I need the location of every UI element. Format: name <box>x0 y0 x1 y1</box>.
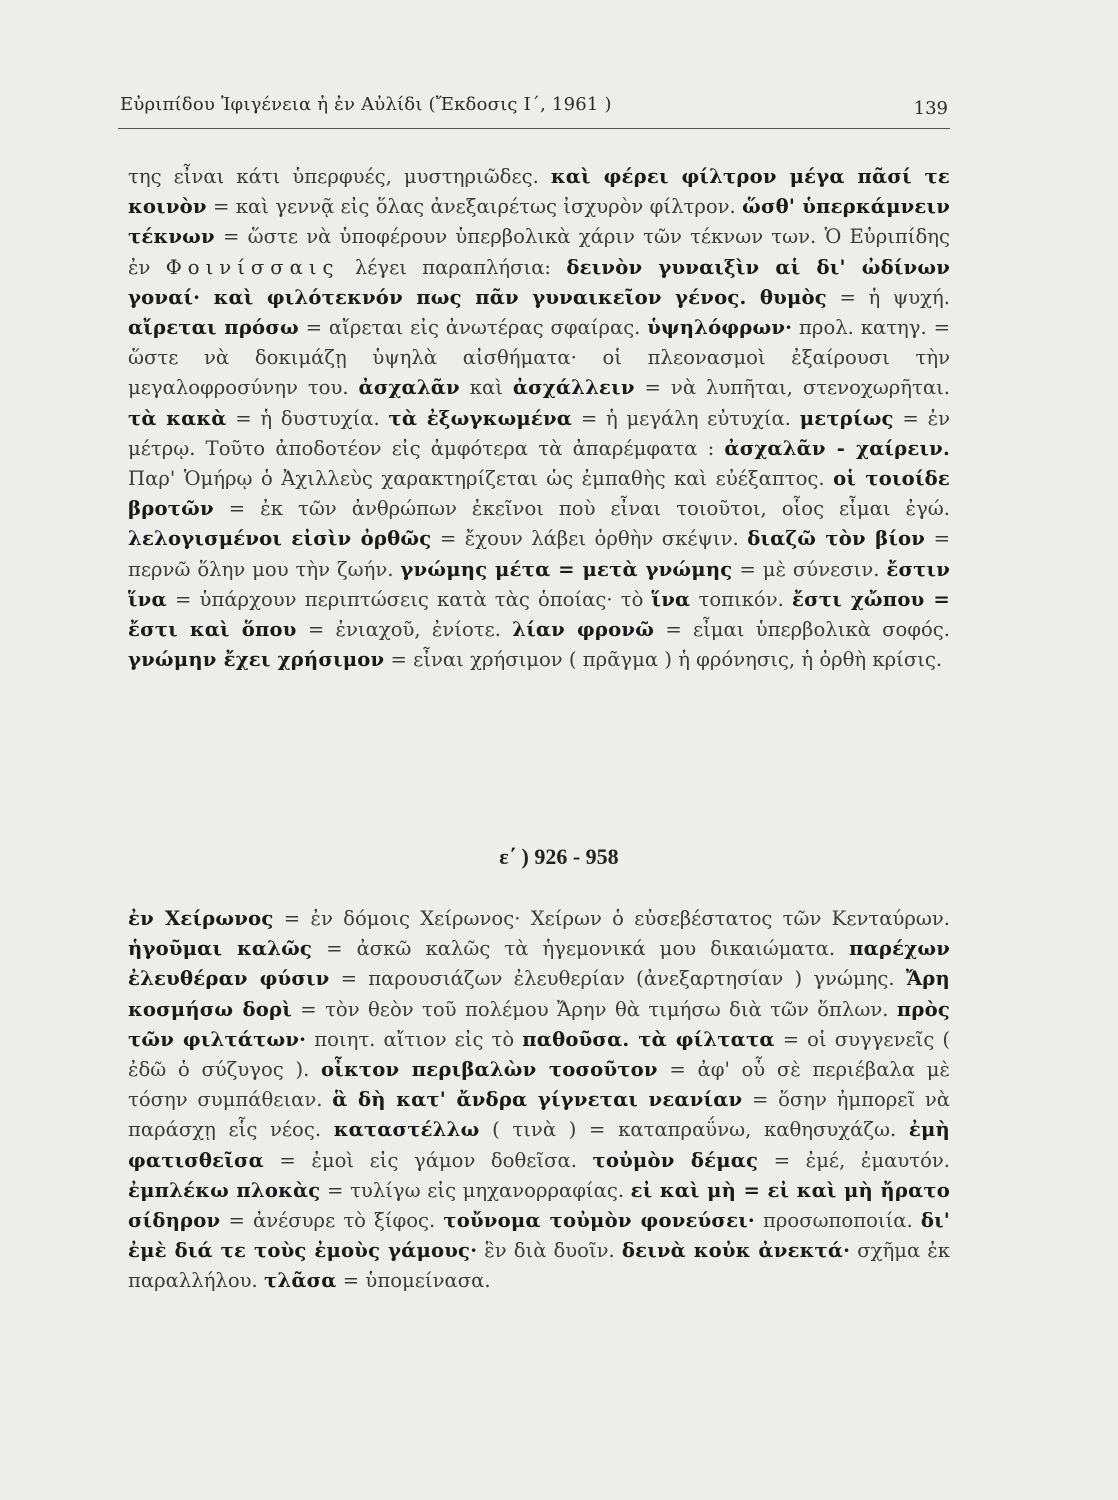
gloss-text: = μὲ σύνεσιν. <box>732 557 887 581</box>
lemma: δεινὰ κοὐκ ἀνεκτά· <box>621 1239 851 1263</box>
lemma: ὑψηλόφρων· <box>647 316 793 340</box>
gloss-text: = ὑπάρχουν περιπτώσεις κατὰ τὰς ὁποίας· τὸ <box>166 587 652 611</box>
gloss-text: = ὥστε νὰ ὑποφέρουν ὑπερβολικὰ χάριν τῶν τέκνων των. Ὁ Εὐριπίδης ἐν <box>128 225 950 279</box>
gloss-text: = ὅσην ἠμπορεῖ νὰ παράσχῃ εἷς νέος. <box>128 1088 950 1142</box>
lemma: πρὸς τῶν φιλτάτων· <box>128 997 951 1051</box>
lemma: τὰ ἐξωγκωμένα <box>388 406 573 430</box>
lemma: καὶ φέρει φίλτρον μέγα πᾶσί τε κοινὸν <box>128 165 950 219</box>
gloss-text: ποιητ. αἴτιον εἰς τὸ <box>306 1027 523 1051</box>
lemma: ἔστι χὤπου = ἔστι καὶ ὅπου <box>128 587 950 642</box>
lemma: δι' ἐμὲ διά τε τοὺς ἐμοὺς γάμους· <box>128 1209 950 1263</box>
lemma: γνώμην ἔχει χρήσιμον <box>128 648 385 672</box>
gloss-text: = ἐν δόμοις Χείρωνος· Χείρων ὁ εὐσεβέστατος τῶν Κενταύρων. <box>273 907 950 930</box>
gloss-text: σχῆμα ἐκ παραλλήλου. <box>128 1239 950 1293</box>
gloss-text: ἓν διὰ δυοῖν. <box>477 1239 622 1263</box>
gloss-text: = ἐμέ, ἐμαυτόν. <box>758 1148 951 1172</box>
gloss-text: = ἐκ τῶν ἀνθρώπων ἐκεῖνοι ποὺ εἶναι τοιοῦτοι, οἷος εἶμαι ἐγώ. <box>213 497 950 521</box>
lemma: ἐμπλέκω πλοκὰς <box>128 1178 321 1202</box>
lemma: λίαν φρονῶ <box>512 618 655 642</box>
gloss-text: Παρ' Ὁμήρῳ ὁ Ἀχιλλεὺς χαρακτηρίζεται ὡς ἐμπαθὴς καὶ εὐέξαπτος. <box>128 467 834 491</box>
gloss-text: = ἡ δυστυχία. <box>226 406 389 430</box>
gloss-text: ( τινὰ ) = καταπραΰνω, καθησυχάζω. <box>479 1118 909 1142</box>
gloss-text: = τὸν θεὸν τοῦ πολέμου Ἄρην θὰ τιμήσω διὰ τῶν ὅπλων. <box>291 997 897 1021</box>
gloss-text: προλ. κατηγ. = ὥστε νὰ δοκιμάζῃ ὑψηλὰ αἰσθήματα· οἱ πλεονασμοὶ ἐξαίρουσι τὴν μεγαλοφροσύνην του. <box>128 316 950 400</box>
gloss-text: = ἐνιαχοῦ, ἐνίοτε. <box>296 618 513 642</box>
lemma: τλᾶσα <box>264 1269 337 1293</box>
lemma: γνώμης μέτα = μετὰ γνώμης <box>400 557 733 581</box>
lemma: ἃ δὴ κατ' ἄνδρα γίγνεται νεανίαν <box>332 1088 743 1112</box>
gloss-text: = παρουσιάζων ἐλευθερίαν (ἀνεξαρτησίαν ) γνώμης. <box>329 967 906 991</box>
gloss-text: = καὶ γεννᾷ εἰς ὅλας ἀνεξαιρέτως ἰσχυρὸν φίλτρον. <box>206 195 743 219</box>
gloss-text: = ἀνέσυρε τὸ ξίφος. <box>220 1209 444 1233</box>
gloss-text: = ἡ ψυχή. <box>826 285 950 309</box>
page-header <box>118 88 950 129</box>
gloss-text: = ἀσκῶ καλῶς τὰ ἡγεμονικά μου δικαιώματα. <box>312 937 850 961</box>
lemma: ἀσχαλᾶν - χαίρειν. <box>724 436 950 460</box>
gloss-text: = ὑπομείνασα. <box>336 1269 491 1293</box>
gloss-text: λέγει παραπλήσια: <box>339 255 567 279</box>
lemma: εἰ καὶ μὴ = εἰ καὶ μὴ ἤρατο σίδηρον <box>128 1178 950 1233</box>
spaced-title: Φοινίσσαις <box>165 255 340 279</box>
lemma: ἡγοῦμαι καλῶς <box>128 937 313 961</box>
gloss-text: = περνῶ ὅλην μου τὴν ζωήν. <box>128 527 950 581</box>
section-heading: ε΄ ) 926 - 958 <box>499 844 619 869</box>
gloss-text: προσωποποιία. <box>754 1209 921 1233</box>
lemma: ἵνα <box>651 587 691 611</box>
gloss-text: = εἶναι χρήσιμον ( πρᾶγμα ) ἡ φρόνησις, ἡ ὀρθὴ κρίσις. <box>384 648 943 672</box>
lemma: ἐμὴ φατισθεῖσα <box>128 1118 950 1172</box>
lemma: ἀσχάλλειν <box>512 376 635 400</box>
lemma: τοὐμὸν δέμας <box>592 1148 759 1172</box>
gloss-text: = οἱ συγγενεῖς ( ἐδῶ ὁ σύζυγος ). <box>128 1027 951 1082</box>
gloss-text: = αἴρεται εἰς ἀνωτέρας σφαίρας. <box>298 316 648 340</box>
lemma: παρέχων ἐλευθέραν φύσιν <box>128 937 950 991</box>
gloss-text: = ἀφ' οὗ σὲ περιέβαλα μὲ τόσην συμπάθειαν. <box>128 1058 951 1112</box>
lemma: μετρίως <box>799 406 894 430</box>
gloss-text: = νὰ λυπῆται, στενοχωρῆται. <box>634 376 950 400</box>
lemma: αἴρεται πρόσω <box>128 316 299 340</box>
page-number: 139 <box>913 98 948 119</box>
commentary-block-2 <box>128 904 950 1297</box>
lemma: παθοῦσα. τὰ φίλτατα <box>522 1027 775 1051</box>
lemma: διαζῶ τὸν βίον <box>747 527 926 551</box>
gloss-text: καὶ <box>459 376 513 400</box>
lemma: δεινὸν γυναιξὶν αἱ δι' ὠδίνων γοναί· καὶ φιλότεκνόν πως πᾶν γυναικεῖον γένος. θυμὸς <box>128 255 950 309</box>
lemma: λελογισμένοι εἰσὶν ὀρθῶς <box>128 527 432 551</box>
lemma: ὥσθ' ὑπερκάμνειν τέκνων <box>128 195 950 249</box>
gloss-text: = ἐμοὶ εἰς γάμον δοθεῖσα. <box>263 1148 593 1172</box>
lemma: καταστέλλω <box>333 1118 480 1142</box>
gloss-text: = εἶμαι ὑπερβολικὰ σοφός. <box>654 618 950 642</box>
running-head: Εὐριπίδου Ἰφιγένεια ἡ ἐν Αὐλίδι (Ἔκδοσις Ι΄, 1961 ) <box>120 94 612 115</box>
lemma: ἀσχαλᾶν <box>358 376 460 400</box>
gloss-text: = ἔχουν λάβει ὀρθὴν σκέψιν. <box>431 527 748 551</box>
lemma: ἔστιν ἵνα <box>128 557 951 611</box>
gloss-text: της εἶναι κάτι ὑπερφυές, μυστηριῶδες. <box>128 165 551 188</box>
lemma: Ἄρη κοσμήσω δορὶ <box>128 967 950 1021</box>
gloss-text: = ἡ μεγάλη εὐτυχία. <box>572 406 800 430</box>
commentary-block-1 <box>128 162 950 675</box>
gloss-text: = τυλίγω εἰς μηχανορραφίας. <box>320 1178 631 1202</box>
gloss-text: τοπικόν. <box>690 587 793 611</box>
lemma: τοὔνομα τοὐμὸν φονεύσει· <box>443 1209 755 1233</box>
gloss-text: = ἐν μέτρῳ. Τοῦτο ἀποδοτέον εἰς ἀμφότερα τὰ ἀπαρέμφατα : <box>128 406 951 460</box>
lemma: τὰ κακὰ <box>128 406 227 430</box>
lemma: οἶκτον περιβαλὼν τοσοῦτον <box>321 1058 658 1082</box>
lemma: οἱ τοιοίδε βροτῶν <box>128 467 951 521</box>
lemma: ἐν Χείρωνος <box>128 907 274 930</box>
